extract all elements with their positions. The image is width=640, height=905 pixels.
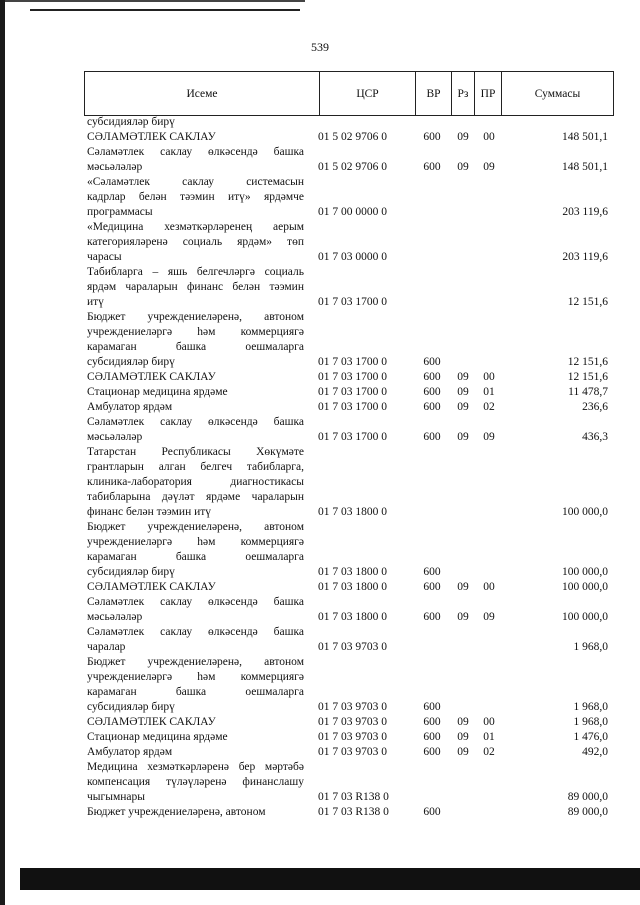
row-name-line: СӘЛАМӘТЛЕК САКЛАУ xyxy=(87,581,216,593)
row-rz: 09 xyxy=(457,716,469,728)
row-name-line: программасы xyxy=(87,206,153,218)
row-name-line: финанс белән тәэмин итү xyxy=(87,506,212,518)
row-name-line: табибларына дәүләт ярдәме чараларын xyxy=(87,491,304,503)
row-name-line: СӘЛАМӘТЛЕК САКЛАУ xyxy=(87,371,216,383)
row-vr: 600 xyxy=(423,611,441,623)
row-pr: 09 xyxy=(483,611,495,623)
row-rz: 09 xyxy=(457,386,469,398)
row-name xyxy=(87,130,304,145)
row-vr: 600 xyxy=(423,131,441,143)
row-sum: 100 000,0 xyxy=(562,611,608,623)
row-rz: 09 xyxy=(457,371,469,383)
row-sum: 148 501,1 xyxy=(562,131,608,143)
row-name-line: Сәламәтлек саклау өлкәсендә башка xyxy=(87,416,304,428)
row-pr: 02 xyxy=(483,401,495,413)
row-name-line: категорияләренә социаль ярдәм» төп xyxy=(87,236,304,248)
row-name xyxy=(87,115,304,130)
row-rz: 09 xyxy=(457,611,469,623)
row-name-line: Татарстан Республикасы Хөкүмәте xyxy=(87,446,304,458)
row-name xyxy=(87,310,304,370)
row-name-line: Табибларга – яшь белгечләргә социаль xyxy=(87,266,304,278)
row-name-line: Бюджет учреждениеләренә, автоном xyxy=(87,521,304,533)
row-csr: 01 7 03 1700 0 xyxy=(318,296,387,308)
row-name-line: Сәламәтлек саклау өлкәсендә башка xyxy=(87,596,304,608)
row-sum: 100 000,0 xyxy=(562,581,608,593)
row-name-line: Медицина хезмәткәрләренә бер мәртәбә xyxy=(87,761,304,773)
row-vr: 600 xyxy=(423,731,441,743)
scan-top-edge xyxy=(5,0,305,2)
row-name-line: Амбулатор ярдәм xyxy=(87,401,173,413)
row-name-line: кадрлар белән тәэмин итү» ярдәмче xyxy=(87,191,304,203)
row-name-line: Сәламәтлек саклау өлкәсендә башка xyxy=(87,146,304,158)
row-csr: 01 7 03 0000 0 xyxy=(318,251,387,263)
row-name xyxy=(87,805,304,820)
row-vr: 600 xyxy=(423,566,441,578)
row-name-line: компенсация түләүләренә финанслашу xyxy=(87,776,304,788)
row-name-line: клиника-лаборатория диагностикасы xyxy=(87,476,304,488)
scan-bottom-edge xyxy=(20,868,640,890)
header-pr: ПР xyxy=(480,87,496,100)
row-name xyxy=(87,595,304,625)
row-pr: 00 xyxy=(483,581,495,593)
row-csr: 01 7 03 1700 0 xyxy=(318,371,387,383)
header-sum: Суммасы xyxy=(534,87,581,100)
row-name-line: СӘЛАМӘТЛЕК САКЛАУ xyxy=(87,716,216,728)
row-name-line: карамаган башка оешмаларга xyxy=(87,551,304,563)
row-rz: 09 xyxy=(457,401,469,413)
row-rz: 09 xyxy=(457,431,469,443)
row-sum: 492,0 xyxy=(582,746,608,758)
table-header xyxy=(84,71,614,116)
row-name xyxy=(87,265,304,310)
row-sum: 1 476,0 xyxy=(573,731,608,743)
row-name xyxy=(87,655,304,715)
scan-left-edge xyxy=(0,0,5,905)
row-name xyxy=(87,370,304,385)
row-name-line: СӘЛАМӘТЛЕК САКЛАУ xyxy=(87,131,216,143)
row-csr: 01 7 03 9703 0 xyxy=(318,641,387,653)
row-name-line: карамаган башка оешмаларга xyxy=(87,341,304,353)
row-name-line: «Медицина хезмәткәрләренең аерым xyxy=(87,221,304,233)
row-csr: 01 7 03 1800 0 xyxy=(318,581,387,593)
row-pr: 01 xyxy=(483,386,495,398)
row-name xyxy=(87,730,304,745)
row-name-line: учреждениеләргә һәм коммерциягә xyxy=(87,326,304,338)
row-rz: 09 xyxy=(457,731,469,743)
row-vr: 600 xyxy=(423,746,441,758)
row-sum: 12 151,6 xyxy=(567,356,608,368)
row-sum: 203 119,6 xyxy=(562,206,608,218)
row-csr: 01 7 03 R138 0 xyxy=(318,806,389,818)
row-csr: 01 7 03 1800 0 xyxy=(318,506,387,518)
row-name-line: Амбулатор ярдәм xyxy=(87,746,173,758)
row-sum: 1 968,0 xyxy=(573,716,608,728)
row-name-line: чаралар xyxy=(87,641,126,653)
row-name-line: субсидияләр бирү xyxy=(87,701,175,713)
row-vr: 600 xyxy=(423,716,441,728)
row-pr: 00 xyxy=(483,131,495,143)
row-name xyxy=(87,580,304,595)
row-name xyxy=(87,760,304,805)
row-name-line: субсидияләр бирү xyxy=(87,116,175,128)
row-name-line: карамаган башка оешмаларга xyxy=(87,686,304,698)
row-name-line: мәсьәләләр xyxy=(87,161,143,173)
row-name xyxy=(87,415,304,445)
row-sum: 1 968,0 xyxy=(573,701,608,713)
row-name xyxy=(87,145,304,175)
scan-top-rule xyxy=(30,9,300,11)
row-name-line: ярдәм чараларын финанс белән тәэмин xyxy=(87,281,304,293)
row-name xyxy=(87,715,304,730)
row-name xyxy=(87,745,304,760)
header-name: Исеме xyxy=(186,87,218,100)
row-vr: 600 xyxy=(423,161,441,173)
header-rz: Рз xyxy=(457,87,469,100)
row-sum: 203 119,6 xyxy=(562,251,608,263)
row-csr: 01 7 03 9703 0 xyxy=(318,716,387,728)
row-sum: 89 000,0 xyxy=(567,806,608,818)
header-csr: ЦСР xyxy=(356,87,379,100)
row-pr: 00 xyxy=(483,371,495,383)
row-sum: 436,3 xyxy=(582,431,608,443)
row-name-line: Бюджет учреждениеләренә, автоном xyxy=(87,311,304,323)
row-name xyxy=(87,445,304,520)
row-name-line: «Сәламәтлек саклау системасын xyxy=(87,176,304,188)
row-name xyxy=(87,400,304,415)
row-name-line: Бюджет учреждениеләренә, автоном xyxy=(87,656,304,668)
row-name xyxy=(87,520,304,580)
row-vr: 600 xyxy=(423,356,441,368)
row-name-line: грантларын алган белгеч табибларга, xyxy=(87,461,304,473)
row-name-line: Стационар медицина ярдәме xyxy=(87,386,228,398)
row-name-line: Стационар медицина ярдәме xyxy=(87,731,228,743)
row-pr: 01 xyxy=(483,731,495,743)
page-number: 539 xyxy=(311,40,329,54)
row-rz: 09 xyxy=(457,161,469,173)
row-name xyxy=(87,220,304,265)
row-pr: 00 xyxy=(483,716,495,728)
row-vr: 600 xyxy=(423,401,441,413)
row-csr: 01 7 03 1700 0 xyxy=(318,431,387,443)
row-vr: 600 xyxy=(423,386,441,398)
row-sum: 12 151,6 xyxy=(567,371,608,383)
row-vr: 600 xyxy=(423,371,441,383)
row-name-line: мәсьәләләр xyxy=(87,431,143,443)
row-name-line: чарасы xyxy=(87,251,122,263)
row-pr: 02 xyxy=(483,746,495,758)
row-pr: 09 xyxy=(483,431,495,443)
row-name-line: учреждениеләргә һәм коммерциягә xyxy=(87,536,304,548)
row-name-line: Сәламәтлек саклау өлкәсендә башка xyxy=(87,626,304,638)
row-rz: 09 xyxy=(457,131,469,143)
row-name-line: Бюджет учреждениеләренә, автоном xyxy=(87,806,266,818)
row-name-line: учреждениеләргә һәм коммерциягә xyxy=(87,671,304,683)
row-name xyxy=(87,175,304,220)
row-name xyxy=(87,625,304,655)
row-sum: 100 000,0 xyxy=(562,566,608,578)
row-csr: 01 7 03 1700 0 xyxy=(318,401,387,413)
row-csr: 01 7 00 0000 0 xyxy=(318,206,387,218)
row-sum: 236,6 xyxy=(582,401,608,413)
row-sum: 100 000,0 xyxy=(562,506,608,518)
row-vr: 600 xyxy=(423,431,441,443)
row-csr: 01 5 02 9706 0 xyxy=(318,131,387,143)
row-pr: 09 xyxy=(483,161,495,173)
row-csr: 01 7 03 1700 0 xyxy=(318,386,387,398)
row-sum: 89 000,0 xyxy=(567,791,608,803)
row-csr: 01 7 03 9703 0 xyxy=(318,746,387,758)
row-csr: 01 7 03 1800 0 xyxy=(318,611,387,623)
row-name-line: субсидияләр бирү xyxy=(87,566,175,578)
row-vr: 600 xyxy=(423,581,441,593)
row-sum: 12 151,6 xyxy=(567,296,608,308)
row-name-line: итү xyxy=(87,296,104,308)
row-sum: 148 501,1 xyxy=(562,161,608,173)
row-name-line: мәсьәләләр xyxy=(87,611,143,623)
row-vr: 600 xyxy=(423,701,441,713)
row-name xyxy=(87,385,304,400)
row-sum: 1 968,0 xyxy=(573,641,608,653)
row-csr: 01 7 03 R138 0 xyxy=(318,791,389,803)
row-csr: 01 7 03 1800 0 xyxy=(318,566,387,578)
row-csr: 01 7 03 9703 0 xyxy=(318,731,387,743)
row-sum: 11 478,7 xyxy=(568,386,608,398)
row-csr: 01 7 03 9703 0 xyxy=(318,701,387,713)
row-name-line: субсидияләр бирү xyxy=(87,356,175,368)
header-vr: ВР xyxy=(426,87,441,100)
row-csr: 01 7 03 1700 0 xyxy=(318,356,387,368)
row-vr: 600 xyxy=(423,806,441,818)
row-rz: 09 xyxy=(457,581,469,593)
row-name-line: чыгымнары xyxy=(87,791,145,803)
row-csr: 01 5 02 9706 0 xyxy=(318,161,387,173)
row-rz: 09 xyxy=(457,746,469,758)
